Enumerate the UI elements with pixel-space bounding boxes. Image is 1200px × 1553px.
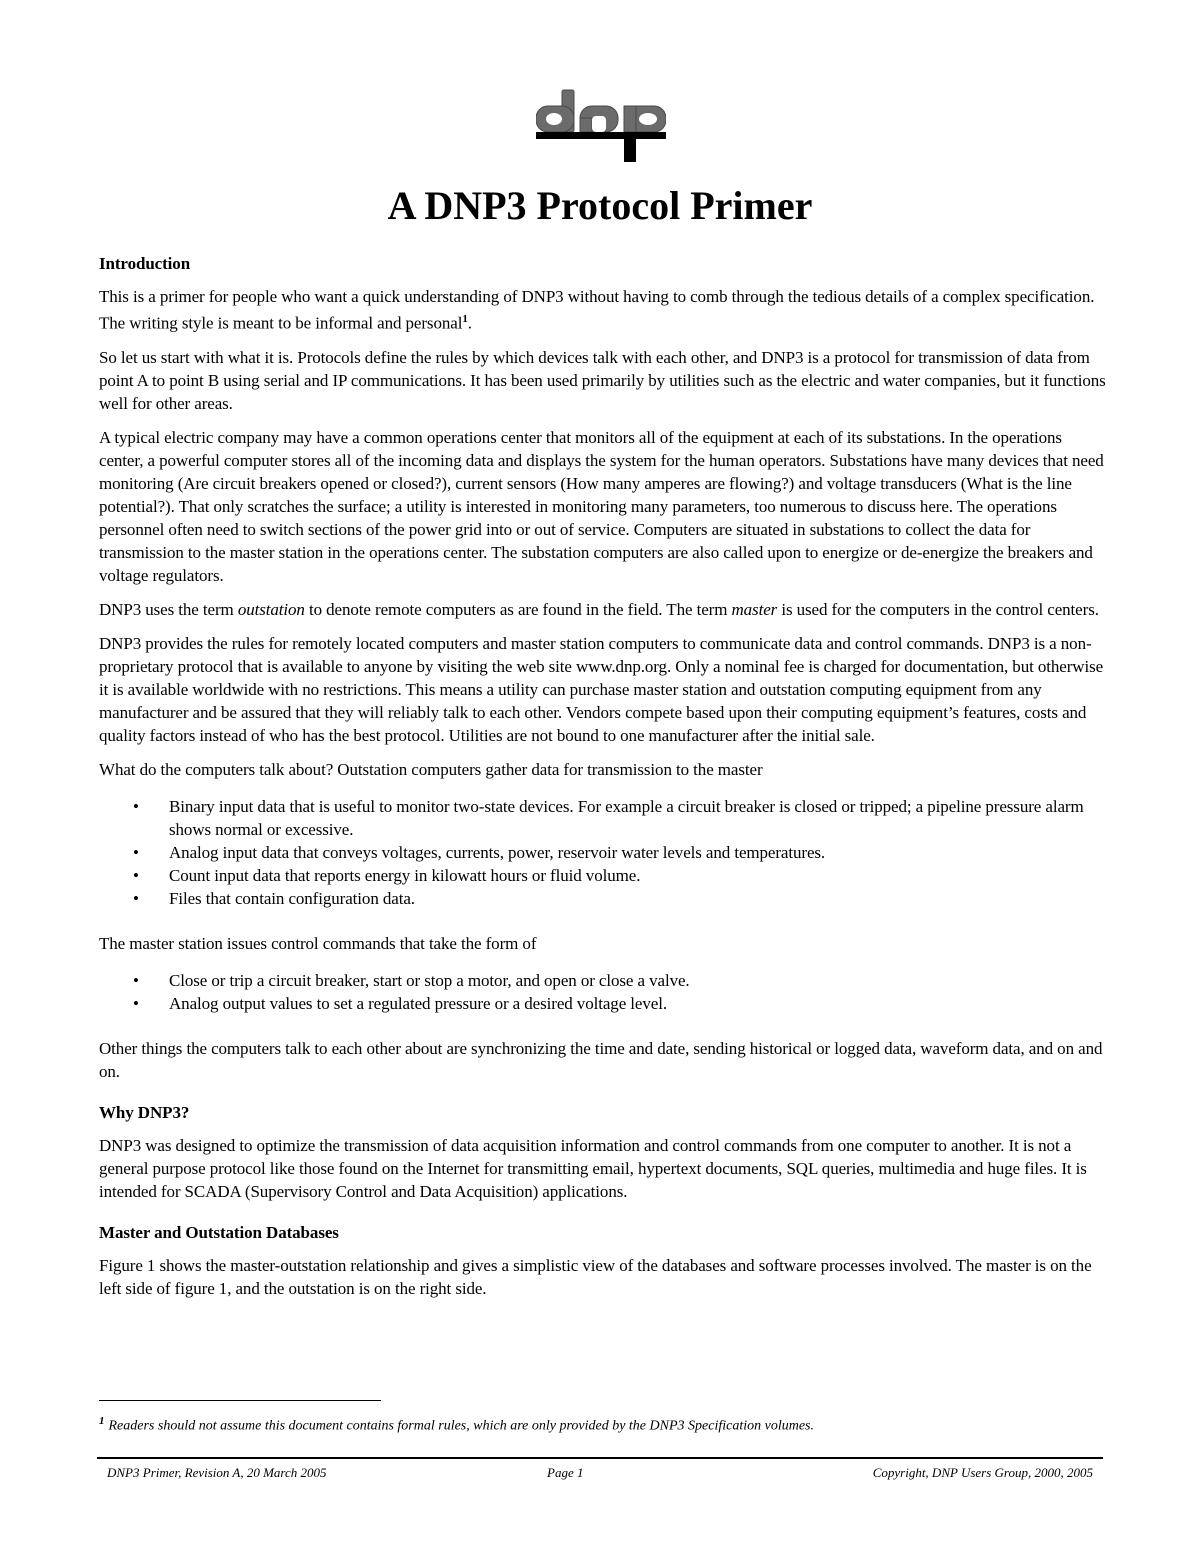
- section-heading-databases: Master and Outstation Databases: [99, 1222, 339, 1242]
- footer-page-number: Page 1: [547, 1465, 584, 1480]
- footnote-divider: [99, 1400, 381, 1401]
- document-title: A DNP3 Protocol Primer: [387, 183, 813, 228]
- text-fragment: to denote remote computers as are found in the field. The term: [304, 599, 732, 619]
- list-item-text: Count input data that reports energy in kilowatt hours or fluid volume.: [169, 865, 641, 885]
- bullet-list-control-commands: [99, 969, 1109, 1015]
- bullet-list-outstation-data: [99, 795, 1109, 910]
- paragraph-intro-3: A typical electric company may have a common operations center that monitors all of the equipment at each of its substations. In the operations center, a powerful computer stores all of the incoming data and displays the system for the human operators. Substations have many devices that need monitoring (Are circuit breakers opened or closed?), current sensors (How many amperes are flowing?) and voltage transducers (What is the line potential?). That only scratches the surface; a utility is interested in monitoring many parameters, too numerous to discuss here. The operations personnel often need to switch sections of the power grid into or out of service. Computers are situated in substations to collect the data for transmission to the master station in the operations center. The substation computers are also called upon to energize or de-energize the breakers and voltage regulators.: [99, 427, 1104, 585]
- bullet-icon: •: [133, 888, 139, 908]
- term-outstation: outstation: [237, 599, 305, 619]
- paragraph-why-1: DNP3 was designed to optimize the transmission of data acquisition information and control commands from one computer to another. It is not a general purpose protocol like those found on the Internet for transmitting email, hypertext documents, SQL queries, multimedia and huge files. It is intended for SCADA (Supervisory Control and Data Acquisition) applications.: [99, 1135, 1087, 1201]
- bullet-icon: •: [133, 993, 139, 1013]
- dnp-logo: [536, 88, 666, 166]
- list-item: [99, 992, 1109, 1015]
- paragraph-intro-7: The master station issues control commands that take the form of: [99, 933, 537, 953]
- bullet-icon: •: [133, 865, 139, 885]
- paragraph-intro-6: What do the computers talk about? Outstation computers gather data for transmission to the master: [99, 759, 763, 779]
- list-item: [99, 887, 1109, 910]
- footnote-text: Readers should not assume this document contains formal rules, which are only provided by the DNP3 Specification volumes.: [108, 1418, 814, 1434]
- paragraph-intro-4: [99, 598, 1109, 621]
- list-item-text: Analog output values to set a regulated pressure or a desired voltage level.: [169, 993, 667, 1013]
- footer-revision: DNP3 Primer, Revision A, 20 March 2005: [107, 1465, 327, 1480]
- paragraph-db-1: Figure 1 shows the master-outstation relationship and gives a simplistic view of the databases and software processes involved. The master is on the left side of figure 1, and the outstation is on the right side.: [99, 1255, 1092, 1298]
- footer-copyright: Copyright, DNP Users Group, 2000, 2005: [872, 1465, 1093, 1480]
- list-item-text: Analog input data that conveys voltages, currents, power, reservoir water levels and temperatures.: [169, 842, 826, 862]
- text-fragment: DNP3 uses the term: [99, 599, 238, 619]
- footnote-reference[interactable]: 1: [462, 313, 468, 325]
- paragraph-intro-1: [99, 285, 1109, 335]
- paragraph-intro-2: So let us start with what it is. Protocols define the rules by which devices talk with each other, and DNP3 is a protocol for transmission of data from point A to point B using serial and IP communications. It has been used primarily by utilities such as the electric and water companies, but it functions well for other areas.: [99, 347, 1106, 413]
- logo-bar: [536, 132, 666, 139]
- page-footer: [107, 1463, 1093, 1483]
- footer-divider: [97, 1457, 1103, 1459]
- footnote-marker: 1: [99, 1415, 105, 1427]
- bullet-icon: •: [133, 796, 139, 816]
- logo-stem: [624, 132, 636, 162]
- document-body: [99, 252, 1109, 1311]
- term-master: master: [731, 599, 778, 619]
- list-item: [99, 969, 1109, 992]
- bullet-icon: •: [133, 842, 139, 862]
- list-item-text: Close or trip a circuit breaker, start or stop a motor, and open or close a valve.: [169, 970, 690, 990]
- list-item: [99, 864, 1109, 887]
- list-item: [99, 795, 1109, 841]
- text-fragment: is used for the computers in the control centers.: [777, 599, 1099, 619]
- section-heading-why-dnp3: Why DNP3?: [99, 1102, 190, 1122]
- list-item: [99, 841, 1109, 864]
- paragraph-end: .: [467, 313, 472, 333]
- list-item-text: Files that contain configuration data.: [169, 888, 415, 908]
- list-item-text: Binary input data that is useful to monitor two-state devices. For example a circuit breaker is closed or tripped; a pipeline pressure alarm shows normal or excessive.: [169, 796, 1084, 839]
- footnote: [99, 1411, 1099, 1437]
- bullet-icon: •: [133, 970, 139, 990]
- paragraph-intro-5: DNP3 provides the rules for remotely located computers and master station computers to communicate data and control commands. DNP3 is a non-proprietary protocol that is available to anyone by visiting the web site www.dnp.org. Only a nominal fee is charged for documentation, but otherwise it is available worldwide with no restrictions. This means a utility can purchase master station and outstation computing equipment from any manufacturer and be assured that they will reliably talk to each other. Vendors compete based upon their computing equipment’s features, costs and quality factors instead of who has the best protocol. Utilities are not bound to one manufacturer after the initial sale.: [99, 633, 1104, 745]
- section-heading-introduction: Introduction: [99, 254, 191, 273]
- paragraph-text: This is a primer for people who want a quick understanding of DNP3 without having to comb through the tedious details of a complex specification. The writing style is meant to be informal and personal: [99, 287, 1095, 333]
- paragraph-intro-8: Other things the computers talk to each other about are synchronizing the time and date, sending historical or logged data, waveform data, and on and on.: [99, 1038, 1103, 1081]
